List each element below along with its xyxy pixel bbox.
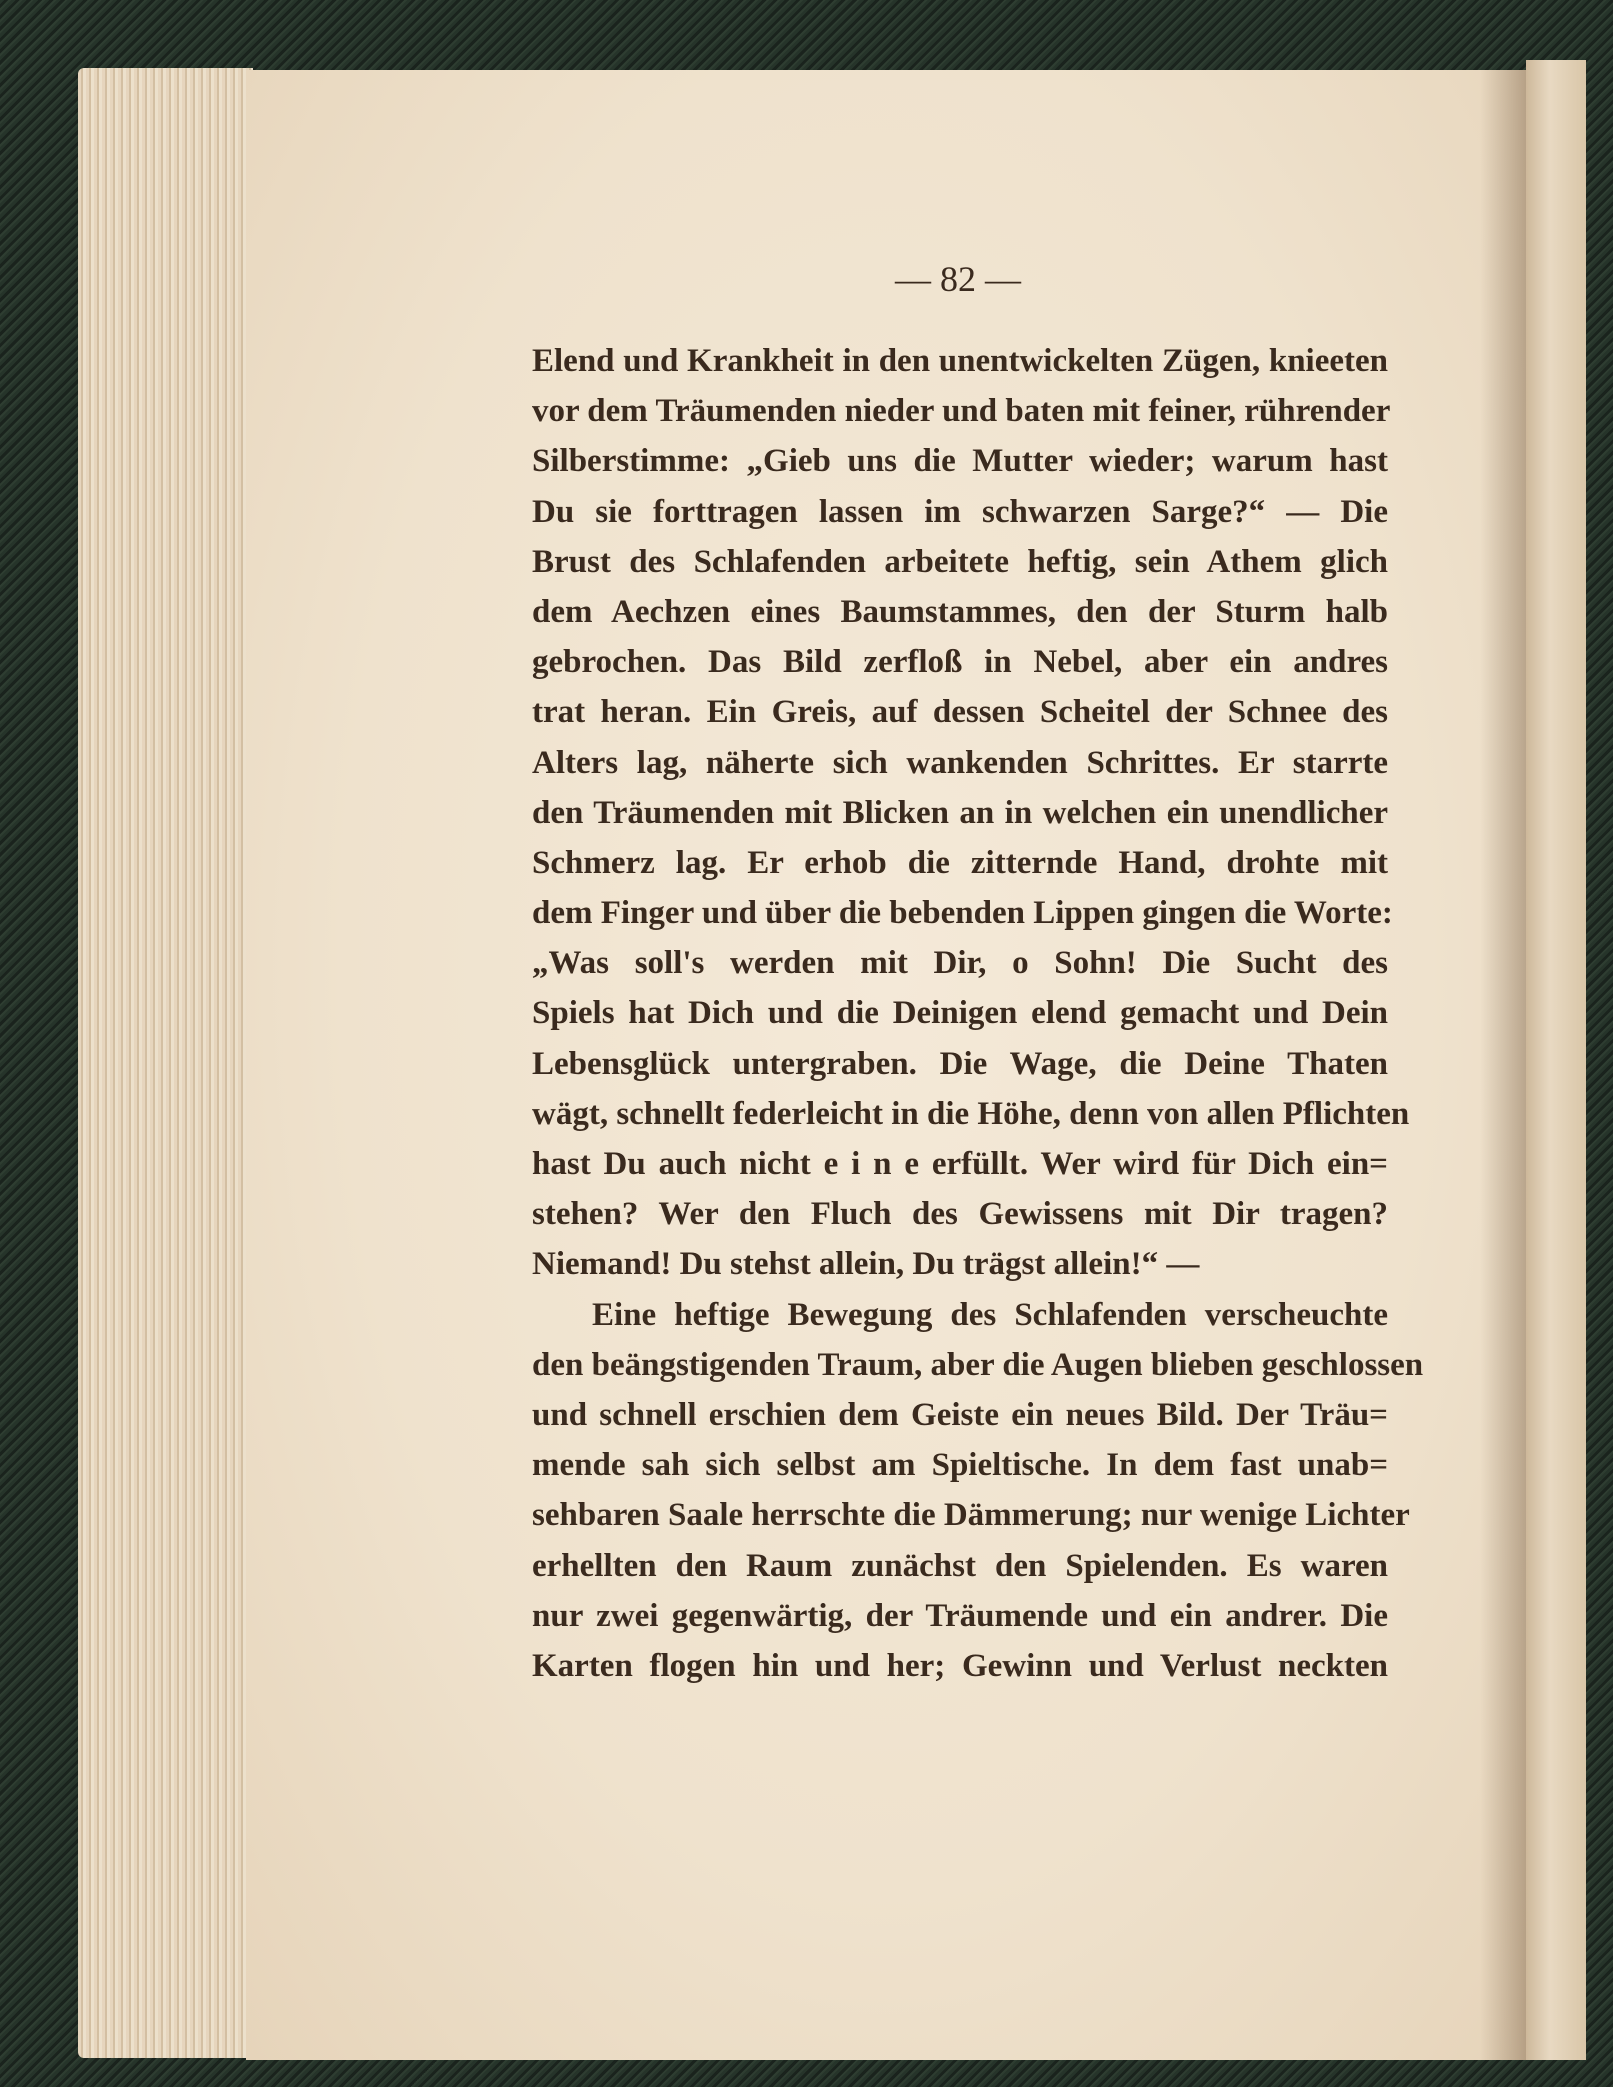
text-line: gebrochen. Das Bild zerfloß in Nebel, aber ein andres [532,644,1388,681]
text-line: Niemand! Du stehst allein, Du trägst allein!“ — [532,1246,1200,1283]
text-line: Eine heftige Bewegung des Schlafenden verscheuchte [592,1296,1388,1333]
text-line: Elend und Krankheit in den unentwickelten Zügen, knieeten [532,343,1388,379]
text-line: Karten flogen hin und her; Gewinn und Verlust neckten [532,1647,1388,1684]
page-edges [78,68,253,2058]
body-text [532,336,1424,1691]
text-line: „Was soll's werden mit Dir, o Sohn! Die Sucht des [532,945,1388,982]
text-line: Schmerz lag. Er erhob die zitternde Hand, drohte mit [532,844,1388,881]
text-line: Spiels hat Dich und die Deinigen elend gemacht und Dein [532,995,1388,1032]
text-line: vor dem Träumenden nieder und baten mit feiner, rührender [532,393,1391,430]
text-line: den Träumenden mit Blicken an in welchen ein unendlicher [532,794,1388,831]
text-line: hast Du auch nicht e i n e erfüllt. Wer wird für Dich ein= [532,1146,1388,1182]
page-gutter [1480,70,1526,2060]
text-line: erhellten den Raum zunächst den Spielenden. Es waren [532,1547,1388,1584]
facing-page-edge [1526,60,1586,2060]
text-line: Lebensglück untergraben. Die Wage, die Deine Thaten [532,1045,1388,1082]
text-line: nur zwei gegenwärtig, der Träumende und ein andrer. Die [532,1597,1388,1634]
text-line: sehbaren Saale herrschte die Dämmerung; nur wenige Lichter [532,1497,1410,1534]
text-line: und schnell erschien dem Geiste ein neues Bild. Der Träu= [532,1396,1388,1433]
text-line: stehen? Wer den Fluch des Gewissens mit Dir tragen? [532,1196,1388,1233]
text-line: den beängstigenden Traum, aber die Augen blieben geschlossen [532,1346,1424,1383]
text-line: trat heran. Ein Greis, auf dessen Scheitel der Schnee des [532,694,1388,731]
text-line: mende sah sich selbst am Spieltische. In dem fast unab= [532,1447,1388,1484]
text-line: Du sie forttragen lassen im schwarzen Sarge?“ — Die [532,493,1388,530]
text-line: wägt, schnellt federleicht in die Höhe, denn von allen Pflichten [532,1095,1410,1132]
page-number: — 82 — [895,259,1021,299]
text-line: Brust des Schlafenden arbeitete heftig, sein Athem glich [532,543,1388,580]
text-line: Alters lag, näherte sich wankenden Schrittes. Er starrte [532,744,1388,781]
text-line: dem Aechzen eines Baumstammes, den der Sturm halb [532,593,1388,630]
text-line: Silberstimme: „Gieb uns die Mutter wieder; warum hast [532,443,1388,480]
text-line: dem Finger und über die bebenden Lippen gingen die Worte: [532,895,1393,932]
